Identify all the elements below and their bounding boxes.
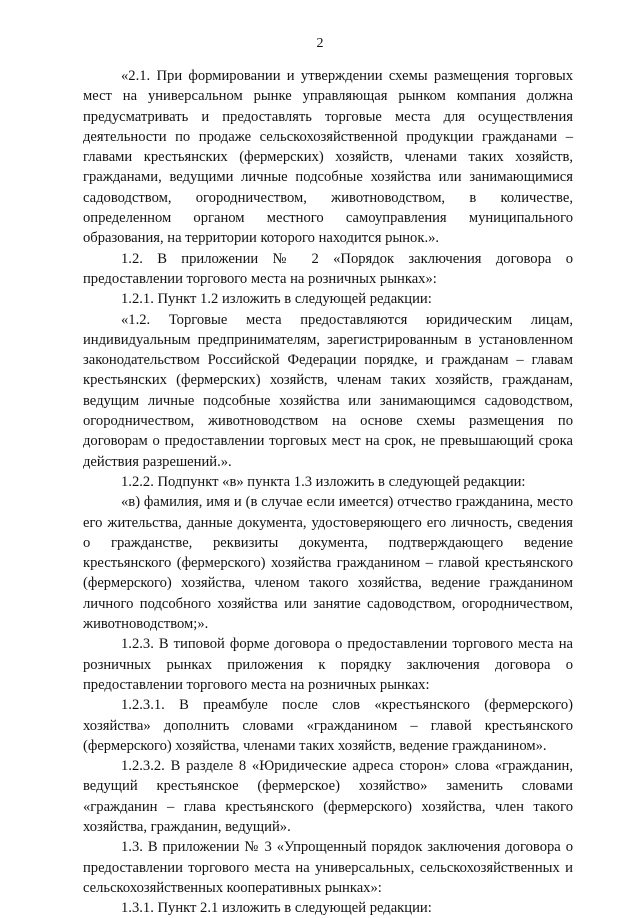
paragraph-1-3-1: 1.3.1. Пункт 2.1 изложить в следующей редакции: — [121, 900, 432, 917]
paragraph-1-2-3-1: 1.2.3.1. В преамбуле после слов «крестьянского (фермерского) хозяйства» дополнить словами «гражданином – главой крестьянского (фермерского) хозяйства, членами таких хозяйств, ведение гражданином». — [83, 697, 573, 754]
paragraph-1-2-2: 1.2.2. Подпункт «в» пункта 1.3 изложить в следующей редакции: — [121, 473, 526, 490]
paragraph-1-3: 1.3. В приложении № 3 «Упрощенный порядок заключения договора о предоставлении торгового места на универсальных, сельскохозяйственных и сельскохозяйственных кооперативных рынках»: — [83, 839, 573, 896]
paragraph-1-2-1: 1.2.1. Пункт 1.2 изложить в следующей редакции: — [121, 291, 432, 308]
paragraph-subpoint-v-quote: «в) фамилия, имя и (в случае если имеется) отчество гражданина, место его жительства, данные документа, удостоверяющего его личность, сведения о гражданстве, реквизиты документа, подтверждающего ведение крестьянского (фермерского) хозяйства гражданином – главой крестьянского (фермерского) хозяйства, членом такого хозяйства, ведение гражданином личного подсобного хозяйства или занятие садоводством, огородничеством, животноводством;». — [83, 494, 573, 633]
paragraph-1-2-quote: «1.2. Торговые места предоставляются юридическим лицам, индивидуальным предпринимателям, зарегистрированным в установленном законодательством Российской Федерации порядке, и гражданам – главам крестьянских (фермерских) хозяйств, членам таких хозяйств, гражданам, ведущим личные подсобные хозяйства или занимающимся садоводством, огородничеством, животноводством на основе схемы размещения по договорам о предоставлении торговых мест на срок, не превышающий срока действия разрешений.». — [83, 311, 573, 470]
page-number: 2 — [316, 36, 324, 51]
paragraph-1-2-3: 1.2.3. В типовой форме договора о предоставлении торгового места на розничных рынках приложения к порядку заключения договора о предоставлении торгового места на розничных рынках: — [83, 636, 573, 693]
document-body — [83, 66, 573, 918]
paragraph-2-1-quote: «2.1. При формировании и утверждении схемы размещения торговых мест на универсальном рынке управляющая рынком компания должна предусматривать и предоставлять торговые места для осуществления деятельности по продаже сельскохозяйственной продукции гражданами – главами крестьянских (фермерских) хозяйств, членами таких хозяйств, гражданами, ведущими личные подсобные хозяйства или занимающимися садоводством, огородничеством, животноводством, в количестве, определенном органом местного самоуправления муниципального образования, на территории которого находится рынок.». — [83, 68, 573, 247]
paragraph-1-2: 1.2. В приложении № 2 «Порядок заключения договора о предоставлении торгового места на розничных рынках»: — [83, 250, 573, 287]
paragraph-1-2-3-2: 1.2.3.2. В разделе 8 «Юридические адреса сторон» слова «гражданин, ведущий крестьянское (фермерское) хозяйство» заменить словами «гражданин – глава крестьянского (фермерского) хозяйства, член такого хозяйства, гражданин, ведущий». — [83, 758, 573, 835]
